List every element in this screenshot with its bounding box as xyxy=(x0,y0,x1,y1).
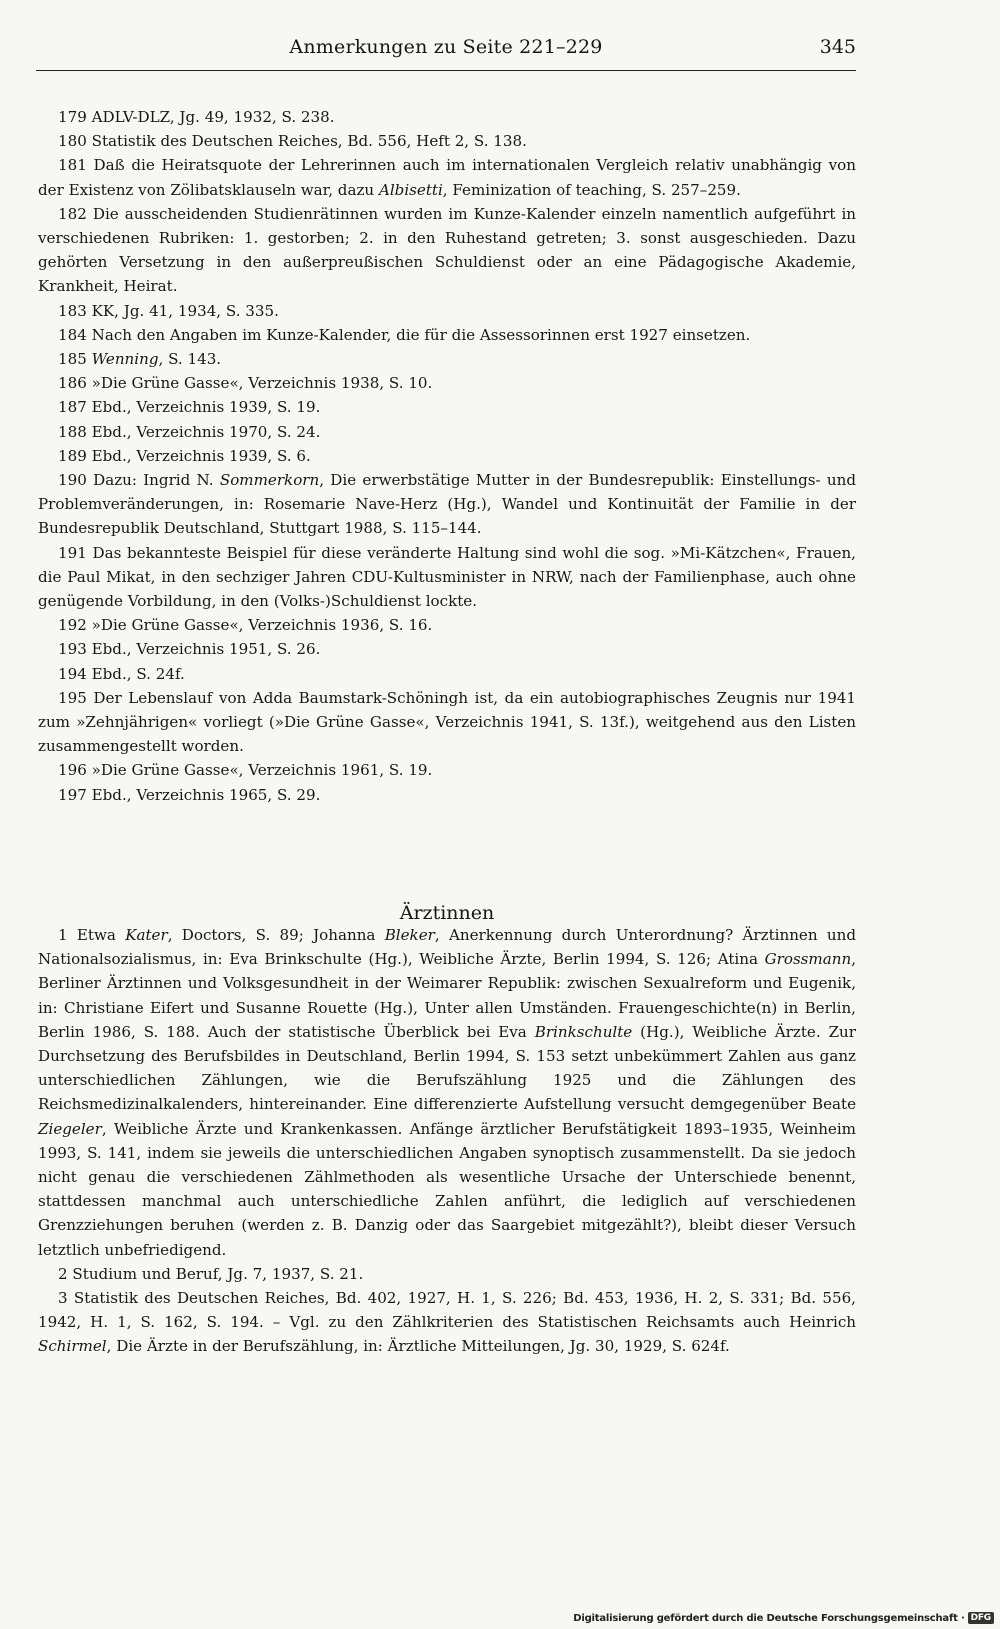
endnote-text: ADLV-DLZ, Jg. 49, 1932, S. 238. xyxy=(91,108,335,126)
endnote-number: 187 xyxy=(58,398,87,417)
author-name: Wenning xyxy=(91,350,159,369)
endnote-text: Ebd., Verzeichnis 1965, S. 29. xyxy=(91,785,321,804)
endnote-text: »Die Grüne Gasse«, Verzeichnis 1936, S. 16. xyxy=(91,616,433,635)
endnote-text: , Die Ärzte in der Berufszählung, in: Ärztliche Mitteilungen, Jg. 30, 1929, S. 624f. xyxy=(106,1337,730,1356)
endnote-number: 180 xyxy=(58,132,87,151)
endnote-number: 197 xyxy=(58,785,87,804)
endnote xyxy=(38,923,856,1262)
endnote-number: 196 xyxy=(58,761,87,780)
endnote-text: Ebd., Verzeichnis 1970, S. 24. xyxy=(91,422,321,441)
endnote-number: 195 xyxy=(58,688,87,707)
endnote-text: Ebd., Verzeichnis 1951, S. 26. xyxy=(91,640,321,659)
endnote xyxy=(38,686,856,759)
endnote xyxy=(38,613,856,637)
endnote xyxy=(38,347,856,371)
endnote-number: 184 xyxy=(58,325,87,344)
page-footer xyxy=(573,1612,994,1624)
endnote xyxy=(38,1262,856,1286)
endnote xyxy=(38,105,856,129)
endnote-text: , Berliner Ärztinnen und Volksgesundheit in der Weimarer Republik: zwischen Sexualreform und Eugenik, in: Christiane Eifert und Susanne Rouette (Hg.), Unter allen Umständen. Frauengeschichte(n) in Berlin, Berlin 1986, S. 188. Auch der statistische Überblick bei Eva xyxy=(38,950,856,1041)
endnote-number: 189 xyxy=(58,446,87,465)
endnote-text: »Die Grüne Gasse«, Verzeichnis 1938, S. 10. xyxy=(91,374,433,393)
endnote xyxy=(38,758,856,782)
endnote-number: 183 xyxy=(58,301,87,320)
author-name: Schirmel xyxy=(38,1337,107,1356)
endnotes-list-aerztinnen xyxy=(38,923,856,1359)
endnote-text: Statistik des Deutschen Reiches, Bd. 402, 1927, H. 1, S. 226; Bd. 453, 1936, H. 2, S. 331; Bd. 556, 1942, H. 1, S. 162, S. 194. – Vgl. zu den Zählkriterien des Statistischen Reichsamts auch Heinrich xyxy=(38,1289,856,1332)
digitization-credit: Digitalisierung gefördert durch die Deutsche Forschungsgemeinschaft · xyxy=(573,1612,965,1624)
endnote-text: , S. 143. xyxy=(158,350,222,369)
endnote-text: , Anerkennung durch Unterordnung? Ärztinnen und Nationalsozialismus, in: Eva Brinkschulte (Hg.), Weibliche Ärzte, Berlin 1994, S. 126; Atina xyxy=(38,926,856,969)
endnote xyxy=(38,299,856,323)
endnote-text: Studium und Beruf, Jg. 7, 1937, S. 21. xyxy=(72,1264,364,1283)
endnote xyxy=(38,662,856,686)
endnote xyxy=(38,395,856,419)
endnote-text: Nach den Angaben im Kunze-Kalender, die für die Assessorinnen erst 1927 einsetzen. xyxy=(91,325,751,344)
endnote-number: 3 xyxy=(58,1289,68,1308)
endnote xyxy=(38,1286,856,1359)
endnote xyxy=(38,420,856,444)
endnote-number: 181 xyxy=(58,156,87,175)
endnote xyxy=(38,444,856,468)
section-heading: Ärztinnen xyxy=(399,902,495,924)
endnote-text: Das bekannteste Beispiel für diese veränderte Haltung sind wohl die sog. »Mi-Kätzchen«, Frauen, die Paul Mikat, in den sechziger Jahren CDU-Kultusminister in NRW, nach der Familienphase, auch ohne genügende Vorbildung, in den (Volks-)Schuldienst lockte. xyxy=(38,543,856,611)
endnote-number: 2 xyxy=(58,1264,68,1283)
endnote-text: Daß die Heiratsquote der Lehrerinnen auch im internationalen Vergleich relativ unabhängig von der Existenz von Zölibatsklauseln war, dazu xyxy=(38,156,856,199)
endnote-text: , Die erwerbstätige Mutter in der Bundesrepublik: Einstellungs- und Problemveränderungen, in: Rosemarie Nave-Herz (Hg.), Wandel und Kontinuität der Familie in der Bundesrepublik Deutschland, Stuttgart 1988, S. 115–144. xyxy=(38,471,856,538)
endnote-number: 194 xyxy=(58,664,87,683)
page-header xyxy=(36,34,856,71)
running-head: Anmerkungen zu Seite 221–229 xyxy=(289,36,603,58)
endnote-text: , Feminization of teaching, S. 257–259. xyxy=(442,180,741,199)
author-name: Grossmann xyxy=(764,950,852,969)
endnote-text: Dazu: Ingrid N. xyxy=(93,471,220,490)
endnote xyxy=(38,323,856,347)
endnote xyxy=(38,783,856,807)
endnote-number: 191 xyxy=(58,543,87,562)
endnote-number: 1 xyxy=(58,926,68,944)
endnote xyxy=(38,468,856,541)
endnote-number: 192 xyxy=(58,616,87,635)
endnote-text: Die ausscheidenden Studienrätinnen wurden im Kunze-Kalender einzeln namentlich aufgeführt in verschiedenen Rubriken: 1. gestorben; 2. in den Ruhestand getreten; 3. sonst ausgeschieden. Dazu gehörten Versetzung in den außerpreußischen Schuldienst oder an eine Pädagogische Akademie, Krankheit, Heirat. xyxy=(38,204,856,296)
endnote-number: 193 xyxy=(58,640,87,659)
endnote-text: Statistik des Deutschen Reiches, Bd. 556, Heft 2, S. 138. xyxy=(91,132,527,151)
endnote-number: 185 xyxy=(58,350,87,369)
endnote-text: KK, Jg. 41, 1934, S. 335. xyxy=(91,301,279,320)
endnotes-list-lehrerinnen xyxy=(38,105,856,807)
endnote xyxy=(38,371,856,395)
endnote-text: (Hg.), Weibliche Ärzte. Zur Durchsetzung des Berufsbildes in Deutschland, Berlin 1994, S. 153 setzt unbekümmert Zahlen aus ganz unterschiedlichen Zählungen, wie die Berufszählung 1925 und die Zählungen des Reichsmedizinalkalenders, hintereinander. Eine differenzierte Aufstellung versucht demgegenüber Beate xyxy=(38,1022,856,1114)
endnote-text: »Die Grüne Gasse«, Verzeichnis 1961, S. 19. xyxy=(91,761,433,780)
endnote-text: , Weibliche Ärzte und Krankenkassen. Anfänge ärztlicher Berufstätigkeit 1893–1935, Weinheim 1993, S. 141, indem sie jeweils die unterschiedlichen Angaben synoptisch zusammenstellt. Da sie jedoch nicht genau die verschiedenen Zählmethoden als wesentliche Ursache der Unterschiede benennt, stattdessen manchmal auch unterschiedliche Zahlen anführt, die lediglich auf verschiedenen Grenzziehungen beruhen (werden z. B. Danzig oder das Saargebiet mitgezählt?), bleibt dieser Versuch letztlich unbefriedigend. xyxy=(38,1119,856,1259)
author-name: Ziegeler xyxy=(38,1119,102,1138)
endnote xyxy=(38,637,856,661)
endnote-text: Ebd., S. 24f. xyxy=(91,664,185,683)
endnote-number: 179 xyxy=(58,108,87,126)
endnote-text: , Doctors, S. 89; Johanna xyxy=(167,926,385,944)
endnote-text: Etwa xyxy=(76,926,126,944)
author-name: Sommerkorn xyxy=(219,471,320,490)
author-name: Bleker xyxy=(384,926,435,944)
endnote xyxy=(38,202,856,299)
endnote-text: Der Lebenslauf von Adda Baumstark-Schöningh ist, da ein autobiographisches Zeugnis nur 1941 zum »Zehnjährigen« vorliegt (»Die Grüne Gasse«, Verzeichnis 1941, S. 13f.), weitgehend aus den Listen zusammengestellt worden. xyxy=(38,688,856,756)
endnote xyxy=(38,153,856,201)
dfg-logo: DFG xyxy=(968,1612,994,1624)
author-name: Brinkschulte xyxy=(534,1022,633,1041)
author-name: Albisetti xyxy=(378,180,443,199)
endnote-number: 188 xyxy=(58,422,87,441)
endnote-number: 186 xyxy=(58,374,87,393)
endnote-text: Ebd., Verzeichnis 1939, S. 19. xyxy=(91,398,321,417)
endnote-text: Ebd., Verzeichnis 1939, S. 6. xyxy=(91,446,311,465)
endnote xyxy=(38,129,856,153)
author-name: Kater xyxy=(125,926,168,944)
endnote-number: 190 xyxy=(58,471,87,490)
page-number: 345 xyxy=(819,36,856,58)
endnote-number: 182 xyxy=(58,204,87,223)
endnote xyxy=(38,541,856,614)
